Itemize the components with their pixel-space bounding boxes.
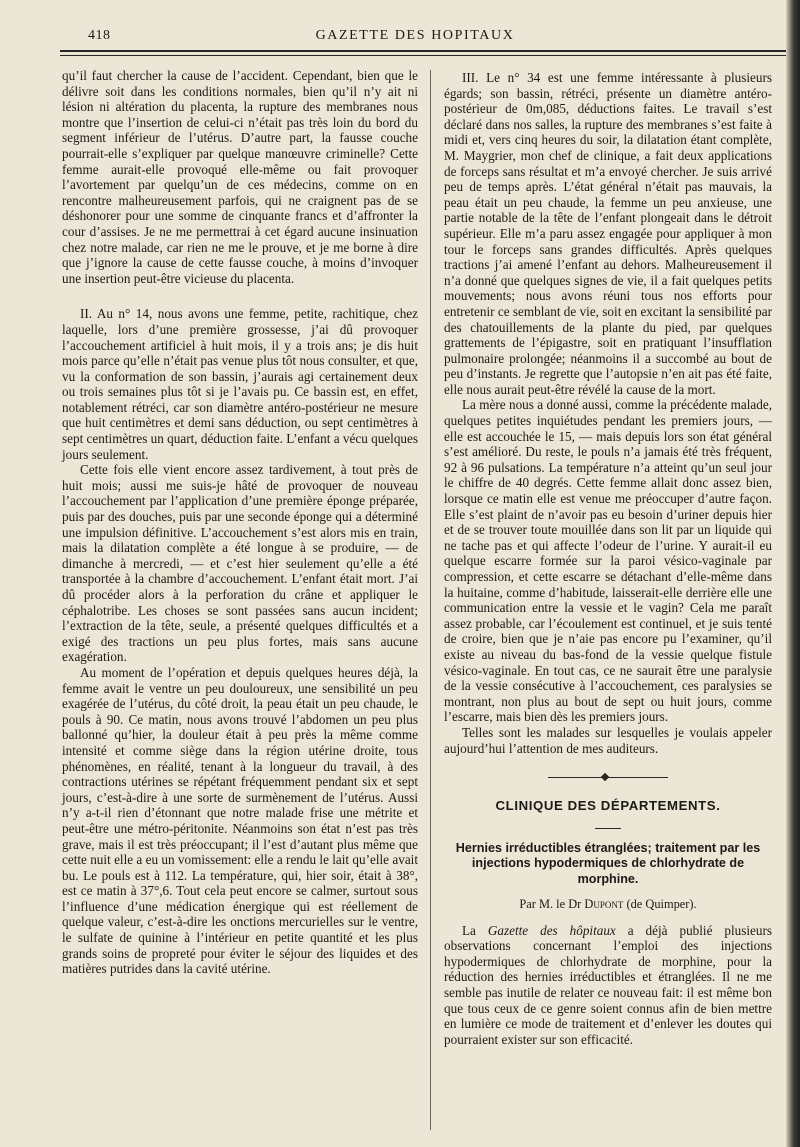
- section-title: CLINIQUE DES DÉPARTEMENTS.: [495, 798, 721, 814]
- paragraph: [444, 923, 772, 1048]
- paragraph: Au moment de l’opération et depuis quelques heures déjà, la femme avait le ventre un peu douloureux, une sensibilité un peu exagérée de l’utérus, du côté droit, la peau était un peu chaude, le pouls à 90. Ce matin, nous avons trouvé l’abdomen un peu plus ballonné qu’hier, la douleur était à peu près la même comme intensité et comme siège dans la région utérine droite, tous phénomènes, en réalité, tenant à la longueur du travail, à des contractions utérines se répétant fréquemment pendant six et sept jours, c’est-à-dire à une sorte de surmènement de l’utérus. Aussi n’y a-t-il rien d’étonnant que notre malade frise une métrite et peut-être une métro-péritonite. Néanmoins son état n’est pas très grave, mais il est très préoccupant; il l’est d’autant plus même que cette nuit elle a eu un vomissement: elle a rendu le lait qu’elle avait bu. Le pouls est à 112. La température, qui, hier soir, était à 38°, est ce matin à 37°,6. Tout cela peut encore se calmer, surtout sous l’influence d’une médication énergique qui est réellement de quelque valeur, c’est-à-dire les onctions mercurielles sur le ventre, le sulfate de quinine à l’intérieur en petite quantité et les plus grands soins de propreté pour éviter le séjour des liquides et des matières putrides dans la cavité utérine.: [62, 664, 418, 977]
- left-column: [62, 68, 418, 977]
- paragraph: La mère nous a donné aussi, comme la précédente malade, quelques petites inquiétudes pendant les premiers jours, — elle est accouchée le 15, — mais depuis lors son état général s’est amélioré. Du reste, le pouls n’a jamais été très fréquent, 92 à 96 pulsations. La température n’a atteint qu’un seul jour le chiffre de 40 degrés. Cette femme allait donc assez bien, lorsque ce matin elle est venue me préoccuper d’autre façon. Elle s’est plaint de n’avoir pas eu besoin d’uriner depuis hier et de se trouver toute mouillée dans son lit par un liquide qui ne tache pas et qui affecte l’odeur de l’urine. Y aurait-il eu quelque escarre formée sur la paroi vésico-vaginale par compression, et cette escarre se détachant d’elle-même dans la huitaine, comme d’habitude, laisserait-elle derrière elle une communication entre la vessie et le vagin? Cela me paraît assez probable, car l’écoulement est continuel, et je suis tenté de croire, bien que je n’aie pas encore pu l’examiner, qu’il existe au niveau du bas-fond de la vessie quelque fistule vésico-vaginale. En tout cas, ce ne saurait être une paralysie de la vessie consécutive à l’accouchement, ces paralysies se montrant, non plus au bout de sept ou huit jours, comme l’escarre, mais bien dès les premiers jours.: [444, 397, 772, 725]
- column-divider: [430, 70, 431, 1130]
- journal-reference: Gazette des hôpitaux: [487, 922, 616, 938]
- byline-prefix: Par M. le Dr: [519, 896, 582, 911]
- paragraph: qu’il faut chercher la cause de l’accident. Cependant, bien que le délivre soit dans les conditions normales, bien qu’il n’y ait ni lésion ni altération du placenta, la rupture des membranes nous montre que l’insertion de celui-ci n’était pas très loin du bord du segment inférieur de l’utérus. D’autre part, la fausse couche pourrait-elle s’expliquer par quelque manœuvre criminelle? Cette femme aurait-elle provoqué elle-même ou fait provoquer l’avortement par quelqu’un de ces médecins, comme on en rencontre malheureusement parfois, qui ne craignent pas de se déshonorer pour une somme de cinquante francs et d’affronter la cour d’assises. Je ne me permettrai à cet égard aucune insinuation chez notre malade, car rien ne me le prouve, et je me borne à dire que j’ignore la cause de cette fausse couche, à moins d’invoquer une insertion peut-être vicieuse du placenta.: [62, 68, 418, 286]
- short-rule: [595, 828, 621, 829]
- paragraph: Cette fois elle vient encore assez tardivement, à tout près de huit mois; aussi me suis-je hâté de provoquer de nouveau l’accouchement par l’application d’une première éponge préparée, puis par des douches, puis par une seconde éponge qui a déterminé une impulsion définitive. L’accouchement s’est alors mis en train, mais la dilatation complète a été longue à se produire, — de dimanche à mercredi, — et c’est hier seulement qu’elle a été transportée à la chambre d’accouchement. L’enfant était mort. J’ai dû procéder alors à la perforation du crâne et appliquer le céphalotribe. Les choses se sont passées sans aucun incident; l’extraction de la tête, seule, a présenté quelques difficultés et a exigé des tractions un peu plus fortes, mais sans aucune exagération.: [62, 462, 418, 665]
- author-name: Dupont: [584, 896, 624, 911]
- header-rule: [60, 50, 790, 56]
- journal-title: GAZETTE DES HOPITAUX: [315, 28, 515, 43]
- byline: [444, 897, 772, 913]
- ornament-divider: [548, 774, 668, 782]
- page-number: 418: [88, 28, 111, 43]
- byline-suffix: (de Quimper).: [626, 896, 697, 911]
- page-edge-shadow: [786, 0, 800, 1147]
- article-title: Hernies irréductibles étranglées; traitement par les injections hypodermiques de chlorhydrate de morphine.: [455, 840, 761, 886]
- paragraph: Telles sont les malades sur lesquelles je voulais appeler aujourd’hui l’attention de mes auditeurs.: [444, 724, 772, 756]
- paragraph-rest: a déjà publié plusieurs observations concernant l’emploi des injections hypodermiques de chlorhydrate de morphine, pour la réduction des hernies irréductibles et étranglées. Il ne me semble pas inutile de relater ce nouveau fait: il est même bon que tous ceux de ce genre soient connus afin de bien mettre en lumière ce mode de traitement et d’enlever les doutes qui pourraient exister sur son efficacité.: [444, 922, 773, 1047]
- page-header: [60, 26, 770, 48]
- right-column: [444, 70, 772, 1047]
- paragraph: II. Au n° 14, nous avons une femme, petite, rachitique, chez laquelle, lors d’une première grossesse, j’ai dû provoquer l’accouchement artificiel à huit mois, il y a trois ans; je dis huit mois parce qu’elle n’était pas venue plus tôt nous consulter, et que, vu la conformation de son bassin, j’aurais agi certainement deux ou trois semaines plus tôt si je l’avais pu. Ce bassin est, en effet, notablement rétréci, car son diamètre antéro-postérieur ne mesure que huit centimètres et demi sans déduction, ou sept centimètres à sept centimètres un quart, déduction faite. L’enfant a vécu quelques jours seulement.: [62, 306, 418, 462]
- paragraph: III. Le n° 34 est une femme intéressante à plusieurs égards; son bassin, rétréci, présente un diamètre antéro-postérieur de 0m,085, déductions faites. Le travail s’est déclaré dans nos salles, la rupture des membranes s’est faite à midi et, vers cinq heures du soir, la dilatation étant complète, M. Maygrier, mon chef de clinique, a fait deux applications de forceps sans résultat et m’a envoyé chercher. Je suis arrivé peu de temps après. L’état général n’était pas mauvais, la peau était un peu chaude, la femme un peu anxieuse, une partie notable de la tête de l’enfant plongeait dans le détroit supérieur. Elle m’a paru assez engagée pour appliquer à mon tour le forceps sans grandes difficultés. Après quelques tractions j’ai amené l’enfant au dehors. Malheureusement il n’a donné que quelques signes de vie, il a fait quelques petits mouvements; nous avons réuni tous nos efforts pour entretenir ce semblant de vie, soit en excitant la sensibilité par des chatouillements de la plante du pied, par quelques grattements de l’épigastre, soit en pratiquant l’insufflation pulmonaire prolongée; néanmoins il a succombé au bout de peu d’instants. Je regrette que l’autopsie n’en ait pas été faite, elle nous aurait peut-être révélé la cause de la mort.: [444, 70, 772, 397]
- paragraph-gap: [62, 286, 418, 306]
- paragraph-start: La: [462, 922, 476, 938]
